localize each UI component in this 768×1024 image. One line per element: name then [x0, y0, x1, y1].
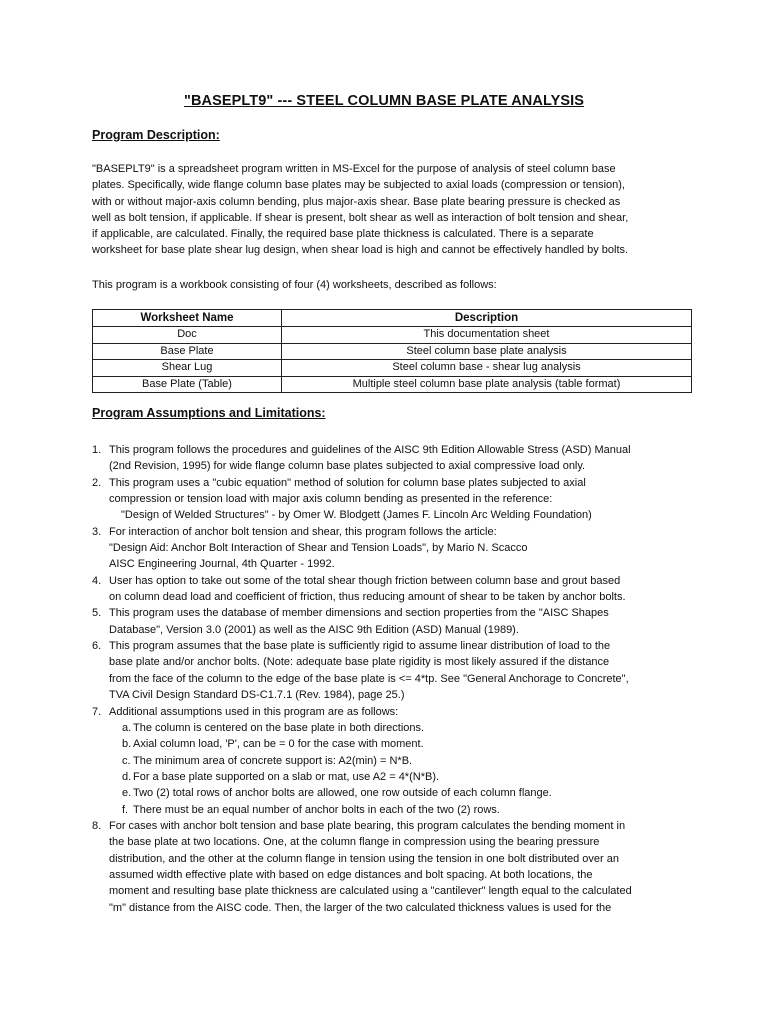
worksheet-name-cell: Base Plate (Table) [93, 376, 282, 393]
page-title: "BASEPLT9" --- STEEL COLUMN BASE PLATE ANALYSIS [183, 93, 585, 109]
item-line: compression or tension load with major axis column bending as presented in the reference: [109, 493, 553, 506]
sub-item [109, 769, 712, 785]
column-header-description: Description [282, 310, 692, 327]
list-item [92, 442, 712, 475]
sub-item-text: Two (2) total rows of anchor bolts are allowed, one row outside of each column flange. [133, 787, 552, 800]
list-item [92, 638, 712, 703]
program-description-paragraph [92, 161, 692, 259]
worksheet-name-cell: Shear Lug [93, 360, 282, 377]
sub-item-letter: f. [122, 803, 129, 816]
item-line: Additional assumptions used in this program are as follows: [109, 705, 399, 718]
sub-item-letter: a. [122, 721, 132, 734]
worksheet-description-cell: This documentation sheet [282, 327, 692, 344]
worksheets-table [92, 309, 692, 393]
worksheet-name-cell: Base Plate [93, 343, 282, 360]
table-row [93, 343, 692, 360]
column-header-worksheet-name: Worksheet Name [93, 310, 282, 327]
item-number: 3. [92, 525, 102, 538]
item-line: assumed width effective plate with based on edge distances and bolt spacing. At both locations, the [109, 868, 593, 881]
item-number: 8. [92, 819, 102, 832]
item-line: AISC Engineering Journal, 4th Quarter - 1992. [109, 558, 335, 571]
item-line: from the face of the column to the edge of the base plate is <= 4*tp. See "General Anchorage to Concrete", [109, 672, 629, 685]
reference-line: "Design of Welded Structures" - by Omer W. Blodgett (James F. Lincoln Arc Welding Foundation) [121, 509, 592, 522]
list-item [92, 704, 712, 818]
item-line: This program assumes that the base plate is sufficiently rigid to assume linear distribution of load to the [109, 640, 611, 653]
worksheet-name-cell: Doc [93, 327, 282, 344]
item-line: TVA Civil Design Standard DS-C1.7.1 (Rev. 1984), page 25.) [109, 689, 405, 702]
description-line: with or without major-axis column bending, plus major-axis shear. Base plate bearing pressure is checked as [92, 195, 621, 208]
list-item [92, 475, 712, 524]
item-line: This program follows the procedures and guidelines of the AISC 9th Edition Allowable Stress (ASD) Manual [109, 444, 631, 456]
item-line: distribution, and the other at the column flange in tension using the tension in one bolt distributed over an [109, 852, 620, 865]
item-number: 6. [92, 640, 102, 653]
program-description-heading: Program Description: [92, 128, 220, 142]
worksheet-description-cell: Steel column base - shear lug analysis [282, 360, 692, 377]
item-number: 5. [92, 607, 102, 620]
sub-item-letter: b. [122, 738, 132, 751]
list-item [92, 524, 712, 573]
list-item [92, 573, 712, 606]
item-number: 4. [92, 574, 102, 587]
item-line: Database", Version 3.0 (2001) as well as the AISC 9th Edition (ASD) Manual (1989). [109, 623, 519, 636]
item-line: (2nd Revision, 1995) for wide flange column base plates subjected to axial compressive load only. [109, 460, 586, 473]
sub-item-letter: e. [122, 787, 132, 800]
item-line: "m" distance from the AISC code. Then, the larger of the two calculated thickness values is used for the [109, 901, 612, 914]
item-line: moment and resulting base plate thickness are calculated using a "cantilever" length equal to the calculated [109, 885, 632, 898]
item-line: "Design Aid: Anchor Bolt Interaction of Shear and Tension Loads", by Mario N. Scacco [109, 542, 528, 555]
description-line: well as bolt tension, if applicable. If shear is present, bolt shear as well as interaction of bolt tension and shear, [92, 211, 629, 224]
description-line: if applicable, are calculated. Finally, the required base plate thickness is calculated. There is a separate [92, 228, 594, 241]
item-number: 2. [92, 476, 102, 489]
item-number: 7. [92, 705, 102, 718]
workbook-intro: This program is a workbook consisting of four (4) worksheets, described as follows: [92, 279, 497, 291]
item-line: For cases with anchor bolt tension and base plate bearing, this program calculates the bending moment in [109, 819, 626, 832]
sub-item-letter: d. [122, 770, 132, 783]
table-row [93, 376, 692, 393]
table-header-row [93, 310, 692, 327]
item-line: base plate and/or anchor bolts. (Note: adequate base plate rigidity is most likely assured if the distance [109, 656, 610, 669]
assumptions-list [92, 442, 712, 916]
sub-item-text: There must be an equal number of anchor bolts in each of the two (2) rows. [133, 803, 500, 816]
sub-item [109, 753, 712, 769]
sub-item-text: The minimum area of concrete support is: A2(min) = N*B. [133, 754, 413, 767]
description-line: "BASEPLT9" is a spreadsheet program written in MS-Excel for the purpose of analysis of steel column base [92, 163, 616, 175]
item-line: on column dead load and coefficient of friction, thus reducing amount of shear to be taken by anchor bolts. [109, 591, 626, 604]
item-line: For interaction of anchor bolt tension and shear, this program follows the article: [109, 525, 497, 538]
list-item [92, 605, 712, 638]
item-line: This program uses the database of member dimensions and section properties from the "AISC Shapes [109, 607, 609, 620]
item-line: User has option to take out some of the total shear though friction between column base and grout based [109, 574, 621, 587]
item-line: This program uses a "cubic equation" method of solution for column base plates subjected to axial [109, 476, 586, 489]
item-line: the base plate at two locations. One, at the column flange in compression using the bearing pressure [109, 836, 600, 849]
table-row [93, 360, 692, 377]
item-number: 1. [92, 444, 102, 456]
sub-item-letter: c. [122, 754, 131, 767]
description-line: plates. Specifically, wide flange column base plates may be subjected to axial loads (compression or tension), [92, 179, 625, 192]
sub-item [109, 736, 712, 752]
sub-item-text: For a base plate supported on a slab or mat, use A2 = 4*(N*B). [133, 770, 440, 783]
worksheet-description-cell: Multiple steel column base plate analysis (table format) [282, 376, 692, 393]
sub-item [109, 802, 712, 818]
table-row [93, 327, 692, 344]
assumptions-heading: Program Assumptions and Limitations: [92, 406, 326, 420]
description-line: worksheet for base plate shear lug design, when shear load is high and cannot be effectively handled by bolts. [92, 244, 629, 257]
worksheet-description-cell: Steel column base plate analysis [282, 343, 692, 360]
list-item [92, 818, 712, 916]
sub-item-text: The column is centered on the base plate in both directions. [133, 721, 425, 734]
sub-item-text: Axial column load, 'P', can be = 0 for the case with moment. [133, 738, 424, 751]
sub-item [109, 785, 712, 801]
sub-item [109, 720, 712, 736]
